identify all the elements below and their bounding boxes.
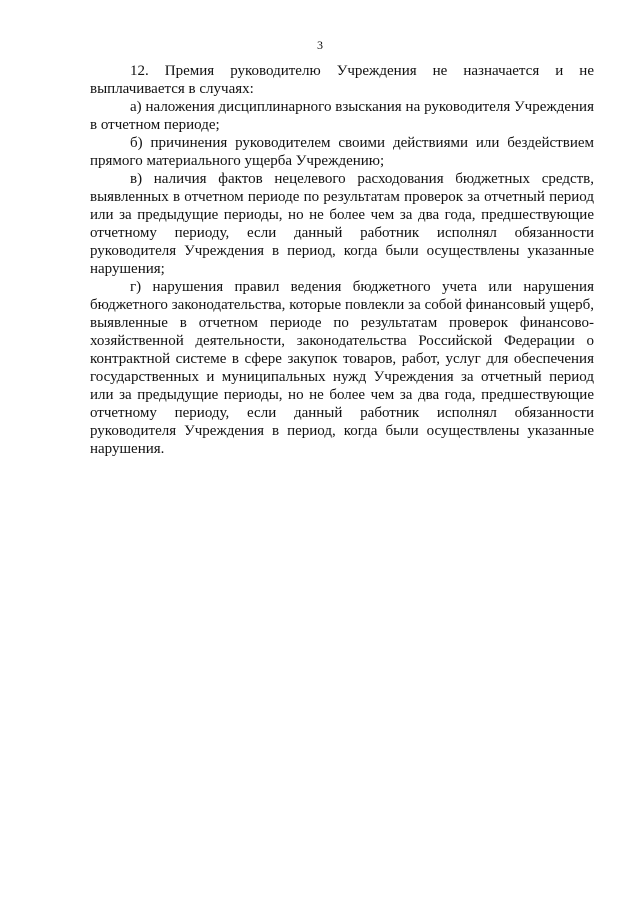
document-body [90, 62, 594, 458]
paragraph-item-g: г) нарушения правил ведения бюджетного учета или нарушения бюджетного законодательства, которые повлекли за собой финансовый ущерб, выявленные в отчетном периоде по результатам проверок финансово-хозяйственной деятельности, законодательства Российской Федерации о контрактной системе в сфере закупок товаров, работ, услуг для обеспечения государственных и муниципальных нужд Учреждения за отчетный период или за предыдущие периоды, но не более чем за два года, предшествующие отчетному периоду, если данный работник исполнял обязанности руководителя Учреждения в период, когда были осуществлены указанные нарушения. [90, 279, 594, 457]
page-number: 3 [317, 38, 323, 52]
paragraph-item-v: в) наличия фактов нецелевого расходования бюджетных средств, выявленных в отчетном периоде по результатам проверок за отчетный период или за предыдущие периоды, но не более чем за два года, предшествующие отчетному периоду, если данный работник исполнял обязанности руководителя Учреждения в период, когда были осуществлены указанные нарушения; [90, 171, 594, 277]
paragraph-clause-12: 12. Премия руководителю Учреждения не назначается и не выплачивается в случаях: [90, 63, 594, 97]
paragraph-item-a: а) наложения дисциплинарного взыскания на руководителя Учреждения в отчетном периоде; [90, 99, 594, 133]
paragraph-item-b: б) причинения руководителем своими действиями или бездействием прямого материального ущерба Учреждению; [90, 135, 594, 169]
